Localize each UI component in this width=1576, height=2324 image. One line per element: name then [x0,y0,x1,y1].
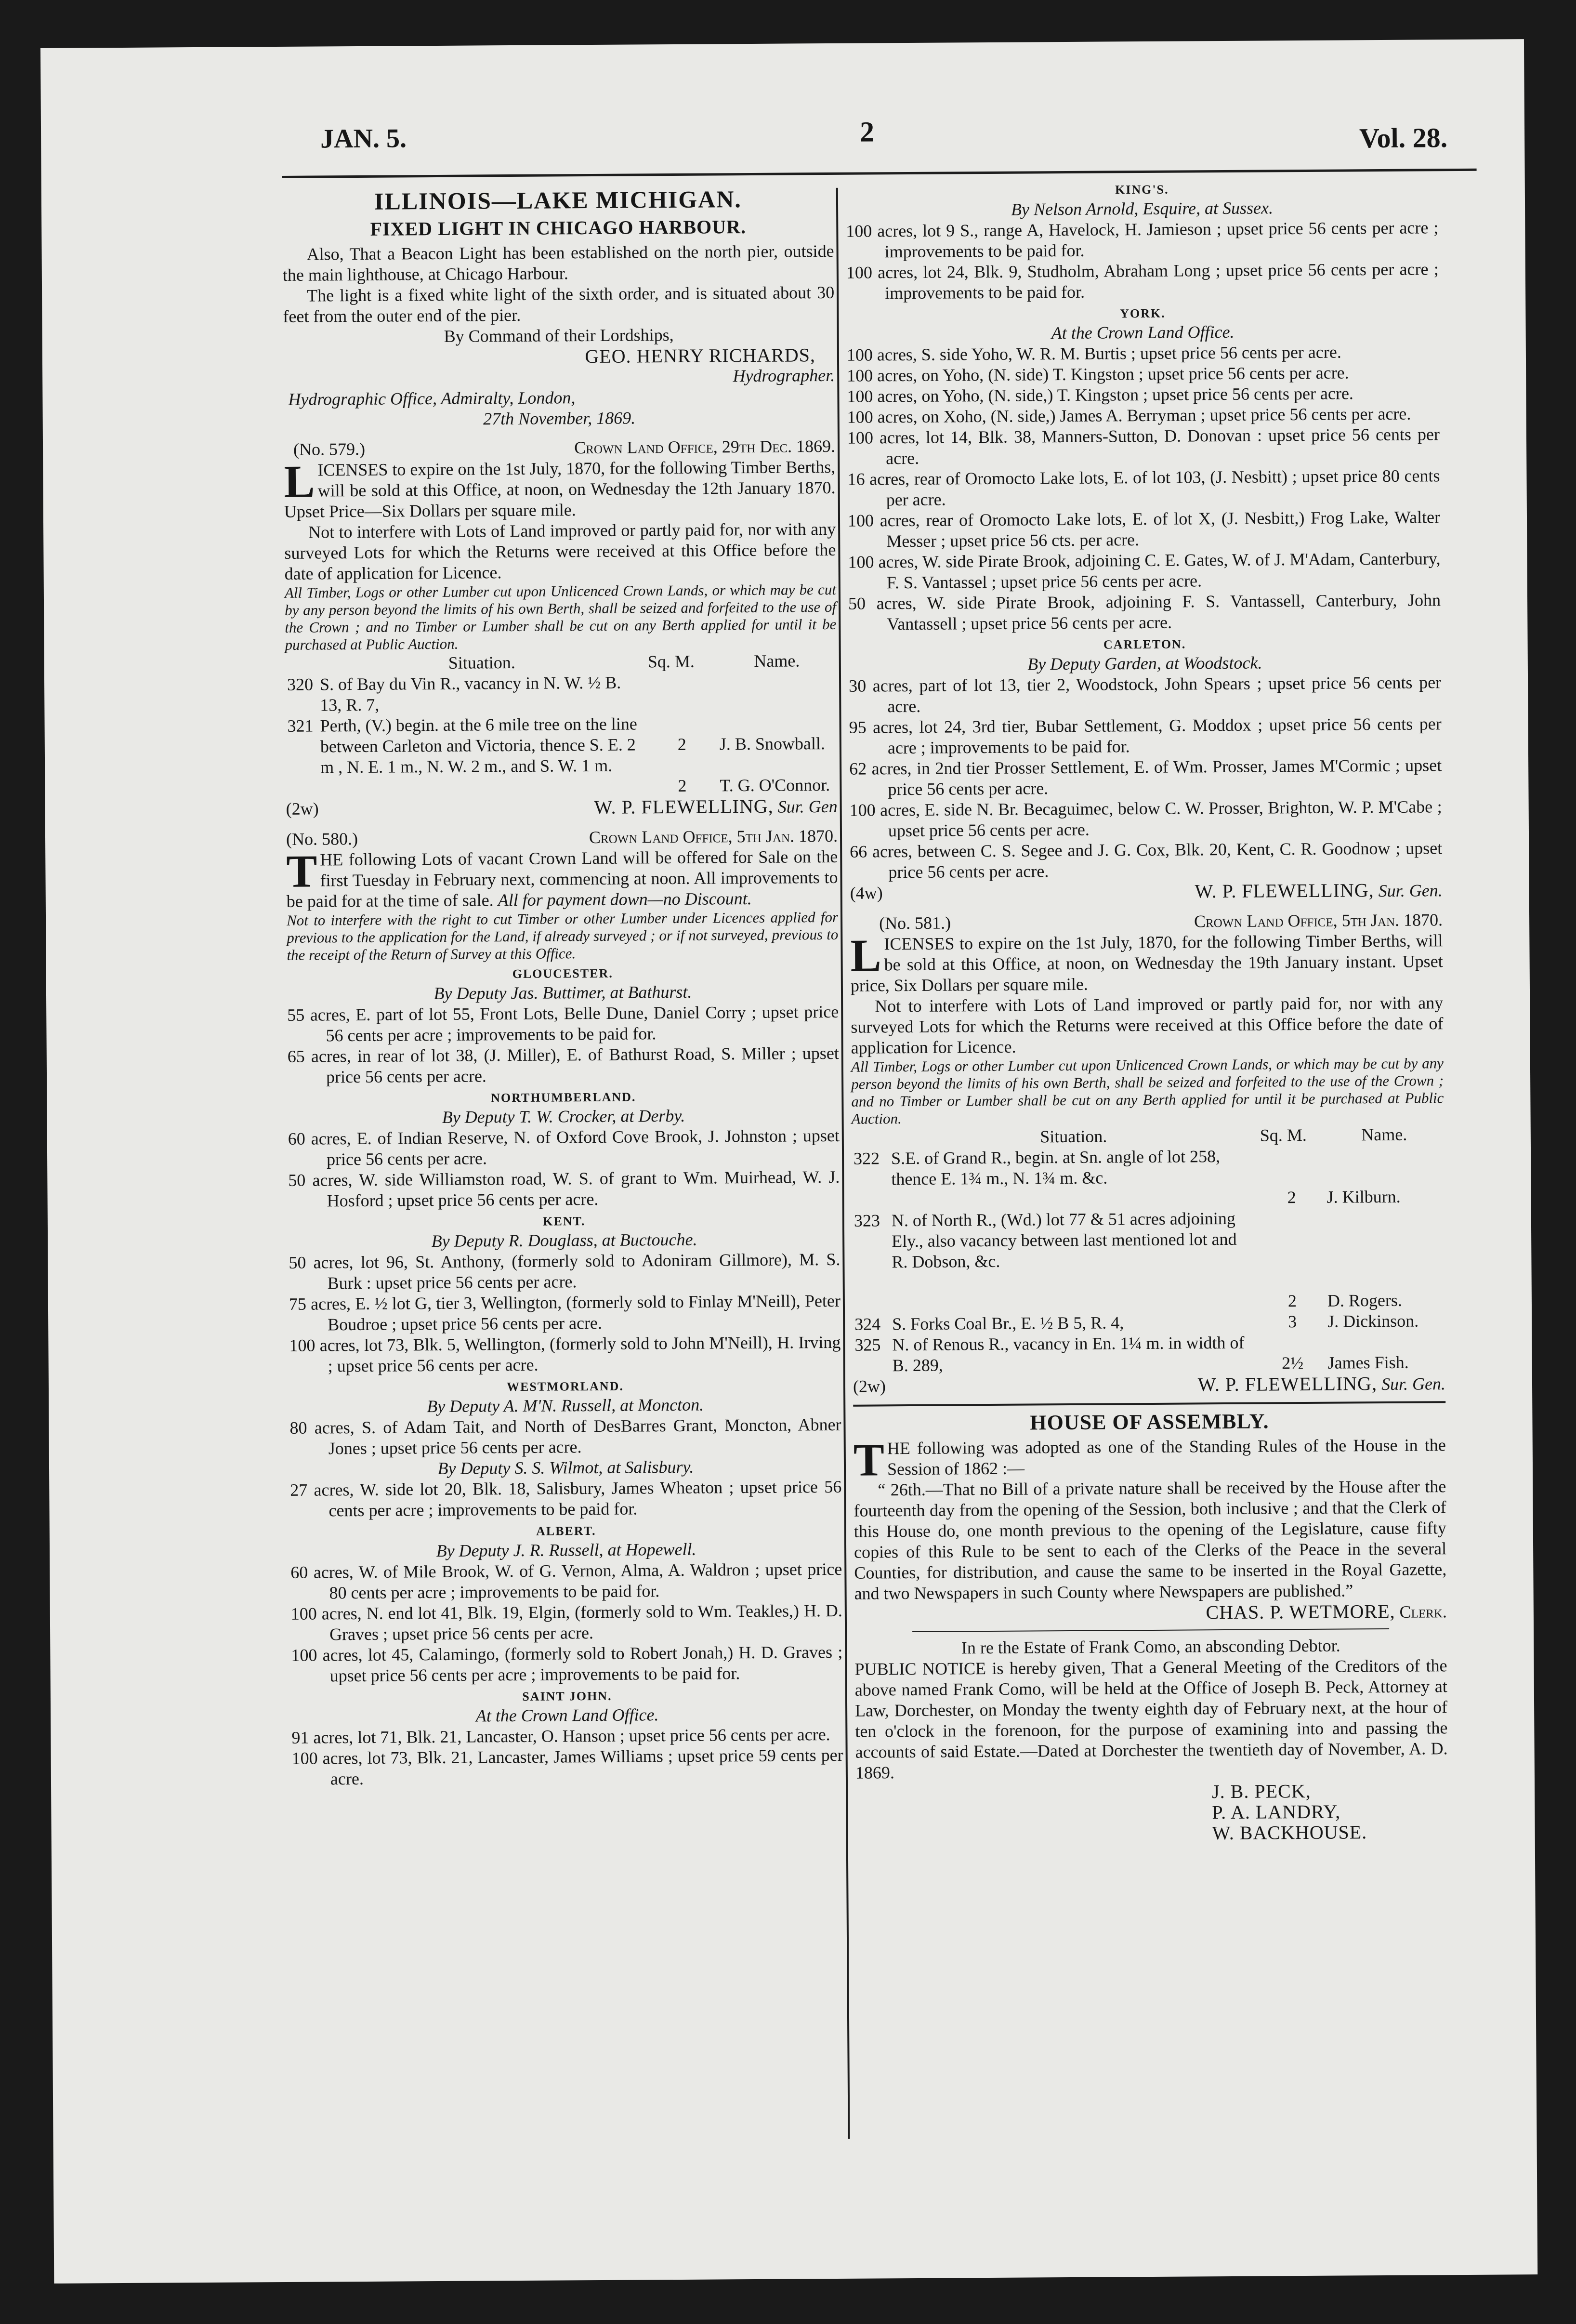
assembly-notice [853,1408,1447,1626]
table-header [285,650,837,674]
drop-cap: T [286,845,317,897]
lot-entry: 100 acres, lot 24, Blk. 9, Studholm, Abraham Long ; upset price 56 cents per acre ; improvements to be paid for. [846,259,1439,303]
lot-entry: 100 acres, E. side N. Br. Becaguimec, below C. W. Prosser, Brighton, W. P. M'Cabe ; upset price 56 cents per acre. [849,797,1442,841]
standing-rule: “ 26th.—That no Bill of a private nature shall be received by the House after the fourteenth day from the opening of the Session, both inclusive ; and that the Clerk of this House do, one month previous to the opening of the Legislature, cause fifty copies of this Rule to be sent to each of the Clerks of the Peace in the several Counties, for distribution, and cause the same to be inserted in the Royal Gazette, and two Newspapers in such County where Newspapers are published.” [854,1477,1447,1603]
notice-subtitle: FIXED LIGHT IN CHICAGO HARBOUR. [370,216,747,240]
office-date: 27th November, 1869. [483,408,636,429]
section-rule [853,1401,1445,1407]
signer-name: J. B. PECK, [1212,1780,1311,1803]
notice-paragraph: Not to interfere with Lots of Land improved or partly paid for, nor with any surveyed Lots for which the Returns were received at this Office before the date of application for Licence. [851,993,1444,1057]
lot-entry: 91 acres, lot 71, Blk. 21, Lancaster, O. Hanson ; upset price 56 cents per acre. [291,1725,830,1747]
col-header-name: Name. [1361,1124,1407,1145]
table-row: 2 T. G. O'Connor. [678,775,830,795]
notice-581 [850,910,1445,1398]
lot-entry: 100 acres, W. side Pirate Brook, adjoining C. E. Gates, W. of J. M'Adam, Canterbury, F. S. Vantassel ; upset price 56 cents per acre. [848,549,1441,593]
table-row: 325 N. of Renous R., vacancy in En. 1¼ m. in width of B. 289, 2½ James Fish. [854,1333,1409,1375]
lot-entry: 100 acres, lot 14, Blk. 38, Manners-Sutton, D. Donovan : upset price 56 cents per acre. [847,424,1440,468]
lot-entry: 65 acres, in rear of lot 38, (J. Miller), E. of Bathurst Road, S. Miller ; upset price 56 cents per acre. [287,1043,839,1087]
notice-number: (No. 580.) [286,829,358,849]
drop-cap: L [284,455,315,507]
lot-entry: 100 acres, on Yoho, (N. side,) T. Kingston ; upset price 56 cents per acre. [847,383,1353,406]
notice-small-print: All Timber, Logs or other Lumber cut upon Unlicenced Crown Lands, or which may be cut by any person beyond the limits of his own Berth, shall be seized and forfeited to the use of the Crown ; and no Timber or Lumber shall be cut on any Berth applied for until it be purchased at Public Auction. [284,581,837,653]
notice-office: Crown Land Office, 5th Jan. 1870. [589,826,838,847]
lot-entry: 50 acres, W. side Williamston road, W. S. of grant to Wm. Muirhead, W. J. Hosford ; upset price 56 cents per acre. [288,1167,840,1211]
lot-entry: 50 acres, lot 96, St. Anthony, (formerly sold to Adoniram Gillmore), M. S. Burk : upset price 56 cents per acre. [289,1249,841,1293]
notice-small-print: All Timber, Logs or other Lumber cut upon Unlicenced Crown Lands, or which may be cut by any person beyond the limits of his own Berth, shall be seized and forfeited to the use of the Crown ; and no Timber or Lumber shall be cut on any Berth applied for until it be purchased at Public Auction. [851,1055,1444,1127]
lot-entry: 100 acres, rear of Oromocto Lake lots, E. of lot X, (J. Nesbitt,) Frog Lake, Walter Messer ; upset price 56 cts. per acre. [847,507,1441,551]
issue-date: JAN. 5. [320,123,407,154]
berth-table [285,650,838,799]
notice-paragraph: Not to interfere with Lots of Land improved or partly paid for, nor with any surveyed Lots for which the Returns were received at this Office before the date of application for Licence. [284,519,836,583]
deputy-line: By Deputy T. W. Crocker, at Derby. [442,1106,685,1127]
notice-heading [850,910,1443,934]
lot-entry: 60 acres, E. of Indian Reserve, N. of Oxford Cove Brook, J. Johnston ; upset price 56 cents per acre. [288,1125,840,1169]
lot-entry: 80 acres, S. of Adam Tait, and North of DesBarres Grant, Moncton, Abner Jones ; upset price 56 cents per acre. [289,1414,841,1458]
newspaper-page [40,39,1537,2284]
office-line: Hydrographic Office, Admiralty, London, [288,388,576,409]
lot-entry: 100 acres, lot 73, Blk. 21, Lancaster, James Williams ; upset price 59 cents per acre. [291,1745,843,1789]
signer-role: Sur. Gen [777,796,838,817]
drop-cap: T [853,1434,885,1486]
lot-entry: 50 acres, W. side Pirate Brook, adjoining F. S. Vantassell, Canterbury, John Vantassell ; upset price 56 cents per acre. [848,590,1441,634]
table-header [852,1124,1444,1149]
volume-number: Vol. 28. [1359,122,1448,154]
col-header-situation: Situation. [1040,1126,1107,1147]
lot-entry: 100 acres, lot 73, Blk. 5, Wellington, (formerly sold to John M'Neill), H. Irving ; upset price 56 cents per acre. [289,1332,841,1376]
notice-579 [284,436,838,820]
notice-title: ILLINOIS—LAKE MICHIGAN. [374,185,742,215]
signer-name: W. P. FLEWELLING, [1197,1373,1378,1396]
estate-signatures [855,1780,1448,1846]
notice-heading [286,826,838,850]
header-rule [282,169,1477,178]
lot-entry: 55 acres, E. part of lot 55, Front Lots, Belle Dune, Daniel Corry ; upset price 56 cents per acre ; improvements to be paid for. [287,1002,839,1045]
signature-line [286,795,838,820]
notice-580-continued [846,179,1443,904]
estate-notice [854,1635,1448,1846]
notice-small-print: Not to interfere with the right to cut Timber or other Lumber under Licences applied for previous to the application for the Land, if already surveyed ; or if not surveyed, previous to the receipt of the Return of Survey at this Office. [286,908,839,964]
deputy-line: By Deputy R. Douglass, at Buctouche. [431,1229,697,1251]
lot-entry: 30 acres, part of lot 13, tier 2, Woodstock, John Spears ; upset price 56 cents per acre. [848,673,1442,716]
page-number: 2 [859,116,875,148]
notice-number: (No. 581.) [879,913,951,933]
col-header-situation: Situation. [448,653,515,673]
lot-entry: 100 acres, on Xoho, (N. side,) James A. Berryman ; upset price 56 cents per acre. [847,404,1411,427]
lot-entry: 27 acres, W. side lot 20, Blk. 18, Salisbury, James Wheaton ; upset price 56 cents per acre ; improvements to be paid for. [290,1477,842,1520]
signer-name: W. BACKHOUSE. [1212,1821,1367,1844]
deputy-line: By Deputy Jas. Buttimer, at Bathurst. [433,982,692,1004]
assembly-title: HOUSE OF ASSEMBLY. [1030,1409,1269,1435]
notice-heading [284,436,835,460]
table-row: 323 N. of North R., (Wd.) lot 77 & 51 acres adjoining Ely., also vacancy between last mentioned lot and R. Dobson, &c. 2 D. Rogers. [854,1208,1403,1311]
table-row: 321 Perth, (V.) begin. at the 6 mile tree on the line between Carleton and Victoria, thence S. E. 2 m , N. E. 1 m., N. W. 2 m., and S. W. 1 m. 2 J. B. Snowball. [287,714,825,777]
col-header-sqm: Sq. M. [647,651,695,672]
signature-line [853,1373,1445,1398]
signature-line [854,1600,1447,1626]
table-row: 324 S. Forks Coal Br., E. ½ B 5, R. 4, 3 J. Dickinson. [854,1311,1419,1334]
lot-entry: 100 acres, N. end lot 41, Blk. 19, Elgin, (formerly sold to Wm. Teakles,) H. D. Graves ; upset price 56 cents per acre. [290,1600,842,1644]
insertion-term: (2w) [853,1376,886,1396]
deputy-line: By Nelson Arnold, Esquire, at Sussex. [1011,198,1274,219]
notice-paragraph: Also, That a Beacon Light has been established on the north pier, outside the main lighthouse, at Chicago Harbour. [282,241,834,285]
county-heading: SAINT JOHN. [522,1689,612,1703]
estate-body: PUBLIC NOTICE is hereby given, That a General Meeting of the Creditors of the above named Frank Como, will be held at the Office of Joseph B. Peck, Attorney at Law, Dorchester, on Monday the twenty eighth day of February next, at the hour of ten o'clock in the forenoon, for the purpose of examining into and passing the accounts of said Estate.—Dated at Dorchester the twentieth day of November, A. D. 1869. [854,1656,1448,1783]
deputy-line: By Deputy S. S. Wilmot, at Salisbury. [437,1457,694,1479]
signer-role: Sur. Gen. [1381,1374,1446,1394]
lot-entry: 62 acres, in 2nd tier Prosser Settlement, E. of Wm. Prosser, James M'Cormic ; upset price 56 cents per acre. [849,755,1442,799]
county-heading: WESTMORLAND. [506,1379,624,1394]
berth-table [852,1124,1445,1376]
notice-office: Crown Land Office, 5th Jan. 1870. [1194,910,1443,931]
county-heading: KING'S. [1115,182,1169,197]
county-heading: KENT. [543,1214,586,1228]
county-heading: CARLETON. [1103,637,1186,652]
col-header-sqm: Sq. M. [1260,1125,1307,1145]
lot-entry: 16 acres, rear of Oromocto Lake lots, E. of lot 103, (J. Nesbitt) ; upset price 80 cents per acre. [847,466,1440,510]
county-heading: GLOUCESTER. [512,966,613,981]
lot-entry: 100 acres, on Yoho, (N. side) T. Kingston ; upset price 56 cents per acre. [847,363,1349,385]
lighthouse-notice [282,183,835,431]
signer-name: GEO. HENRY RICHARDS, [585,344,816,368]
notice-580 [286,826,843,1790]
lot-entry: 100 acres, lot 45, Calamingo, (formerly sold to Robert Jonah,) H. D. Graves ; upset price 56 cents per acre ; improvements to be paid for. [291,1642,843,1686]
deputy-line: By Deputy J. R. Russell, at Hopewell. [436,1539,696,1561]
notice-paragraph: The light is a fixed white light of the sixth order, and is situated about 30 feet from the outer end of the pier. [283,282,835,326]
drop-cap: L [850,929,881,981]
deputy-line: At the Crown Land Office. [475,1705,659,1726]
col-header-name: Name. [754,651,800,671]
signer-role: Hydrographer. [733,365,835,386]
command-line: By Command of their Lordships, [444,325,674,346]
signer-name: P. A. LANDRY, [1212,1800,1341,1823]
signer-name: W. P. FLEWELLING, [594,795,774,819]
notice-body: LICENSES to expire on the 1st July, 1870, for the following Timber Berths, will be sold at this Office, at noon, on Wednesday the 12th January 1870. Upset Price—Six Dollars per square mile. [284,455,836,521]
lot-entry: 66 acres, between C. S. Segee and J. G. Cox, Blk. 20, Kent, C. R. Goodnow ; upset price 56 cents per acre. [850,838,1443,882]
notice-body: LICENSES to expire on the 1st July, 1870, for the following Timber Berths, will be sold at this Office, at noon, on Wednesday the 19th January instant. Upset price, Six Dollars per square mile. [850,929,1443,995]
section-rule [912,1628,1389,1632]
lot-entry: 60 acres, W. of Mile Brook, W. of G. Vernon, Alma, A. Waldron ; upset price 80 cents per acre ; improvements to be paid for. [290,1559,842,1603]
table-row: 320 S. of Bay du Vin R., vacancy in N. W. ½ B. 13, R. 7, [287,673,621,715]
lot-entry: 100 acres, S. side Yoho, W. R. M. Burtis ; upset price 56 cents per acre. [846,342,1341,365]
signer-name: CHAS. P. WETMORE, [1206,1600,1395,1624]
county-heading: ALBERT. [536,1524,596,1538]
signer-name: W. P. FLEWELLING, [1195,879,1374,902]
lot-entry: 95 acres, lot 24, 3rd tier, Bubar Settlement, G. Moddox ; upset price 56 cents per acre ; improvements to be paid for. [849,714,1442,758]
table-row: 322 S.E. of Grand R., begin. at Sn. angle of lot 258, thence E. 1¾ m., N. 1¾ m. &c. 2 J. Kilburn. [853,1147,1401,1207]
estate-title: In re the Estate of Frank Como, an absconding Debtor. [961,1636,1340,1658]
left-column [282,183,843,1790]
signer-role: Sur. Gen. [1378,881,1443,901]
deputy-line: By Deputy A. M'N. Russell, at Moncton. [427,1395,704,1416]
county-heading: YORK. [1120,306,1166,321]
insertion-term: (4w) [850,883,883,903]
page-header [41,116,1524,169]
notice-body: THE following was adopted as one of the Standing Rules of the House in the Session of 1862 :— [853,1434,1446,1486]
notice-office: Crown Land Office, 29th Dec. 1869. [574,436,836,458]
signer-role: Clerk. [1399,1602,1447,1622]
deputy-line: At the Crown Land Office. [1051,322,1235,343]
notice-number: (No. 579.) [293,439,366,459]
lot-entry: 75 acres, E. ½ lot G, tier 3, Wellington, (formerly sold to Finlay M'Neill), Peter Boudroe ; upset price 56 cents per acre. [289,1291,841,1334]
lot-entry: 100 acres, lot 9 S., range A, Havelock, H. Jamieson ; upset price 56 cents per acre ; improvements to be paid for. [846,218,1439,262]
right-column [846,179,1448,1845]
deputy-line: By Deputy Garden, at Woodstock. [1027,653,1262,674]
signature-line [850,879,1443,905]
county-heading: NORTHUMBERLAND. [491,1090,636,1105]
insertion-term: (2w) [286,799,319,819]
notice-body: THE following Lots of vacant Crown Land will be offered for Sale on the first Tuesday in February next, commencing at noon. All improvements to be paid for at the time of sale. All for payment down—no Discount. [286,845,838,911]
